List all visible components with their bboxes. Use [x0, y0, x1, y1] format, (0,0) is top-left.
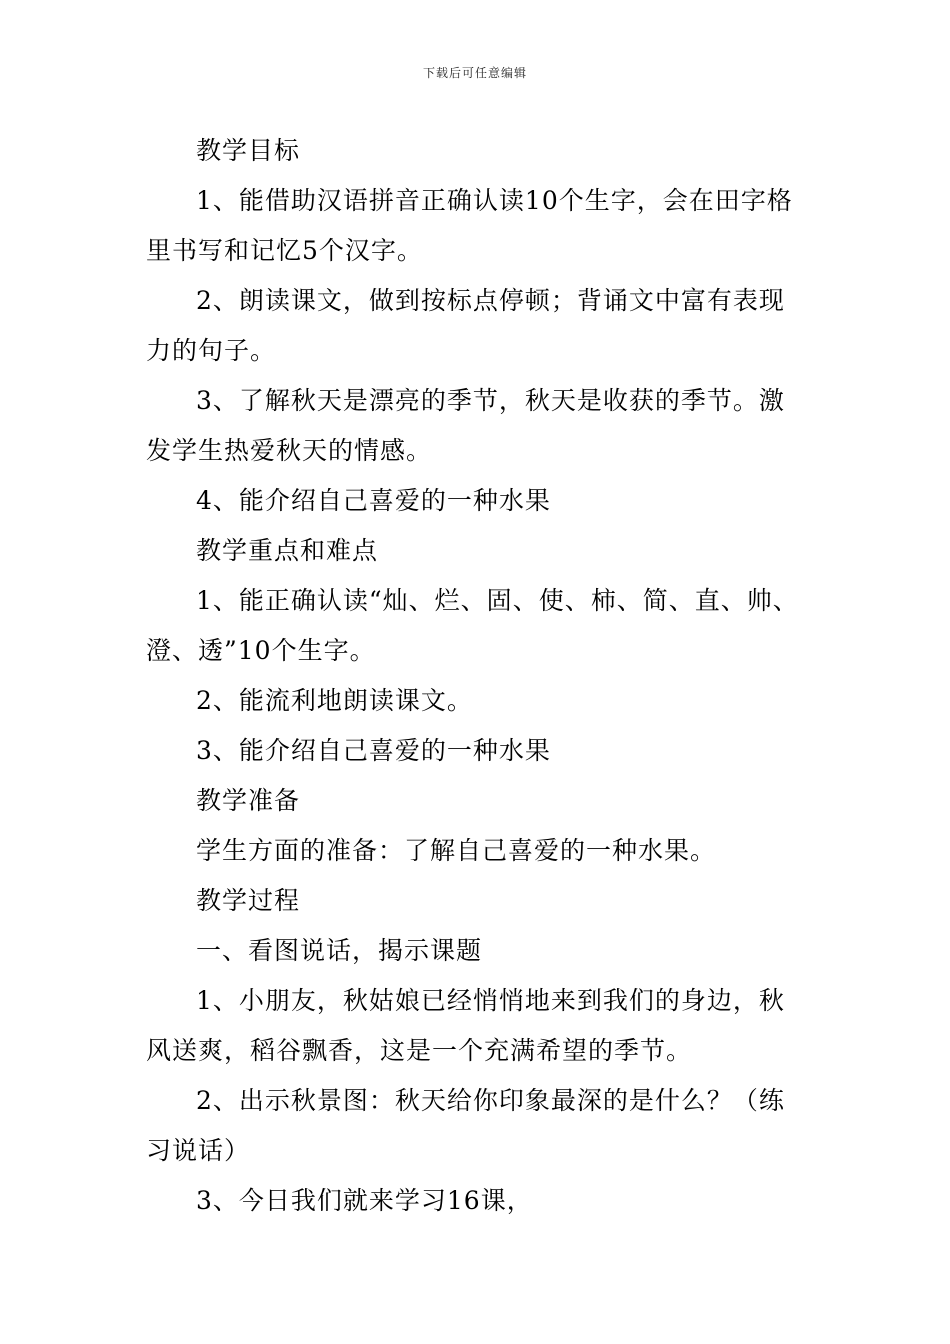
heading-preparation: 教学准备 [196, 786, 301, 815]
document-body [146, 126, 806, 1226]
goal-item-1: 1、能借助汉语拼音正确认读10个生字，会在田字格里书写和记忆5个汉字。 [146, 186, 793, 265]
process-step-1: 1、小朋友，秋姑娘已经悄悄地来到我们的身边，秋风送爽，稻谷飘香，这是一个充满希望的季节。 [146, 986, 785, 1065]
preparation-student: 学生方面的准备：了解自己喜爱的一种水果。 [196, 836, 717, 865]
key-point-2: 2、能流利地朗读课文。 [196, 686, 473, 715]
process-step-2: 2、出示秋景图：秋天给你印象最深的是什么？（练习说话） [146, 1086, 785, 1165]
goal-item-4: 4、能介绍自己喜爱的一种水果 [196, 486, 551, 515]
process-section-1: 一、看图说话，揭示课题 [196, 936, 483, 965]
key-point-3: 3、能介绍自己喜爱的一种水果 [196, 736, 551, 765]
key-point-1: 1、能正确认读“灿、烂、固、使、柿、简、直、帅、澄、透”10个生字。 [146, 586, 799, 665]
heading-process: 教学过程 [196, 886, 301, 915]
heading-teaching-goals: 教学目标 [196, 136, 301, 165]
page-header-note: 下载后可任意编辑 [422, 66, 527, 80]
goal-item-3: 3、了解秋天是漂亮的季节，秋天是收获的季节。激发学生热爱秋天的情感。 [146, 386, 785, 465]
process-step-3: 3、今日我们就来学习16课， [196, 1186, 533, 1215]
goal-item-2: 2、朗读课文，做到按标点停顿；背诵文中富有表现力的句子。 [146, 286, 785, 365]
heading-key-points: 教学重点和难点 [196, 536, 379, 565]
